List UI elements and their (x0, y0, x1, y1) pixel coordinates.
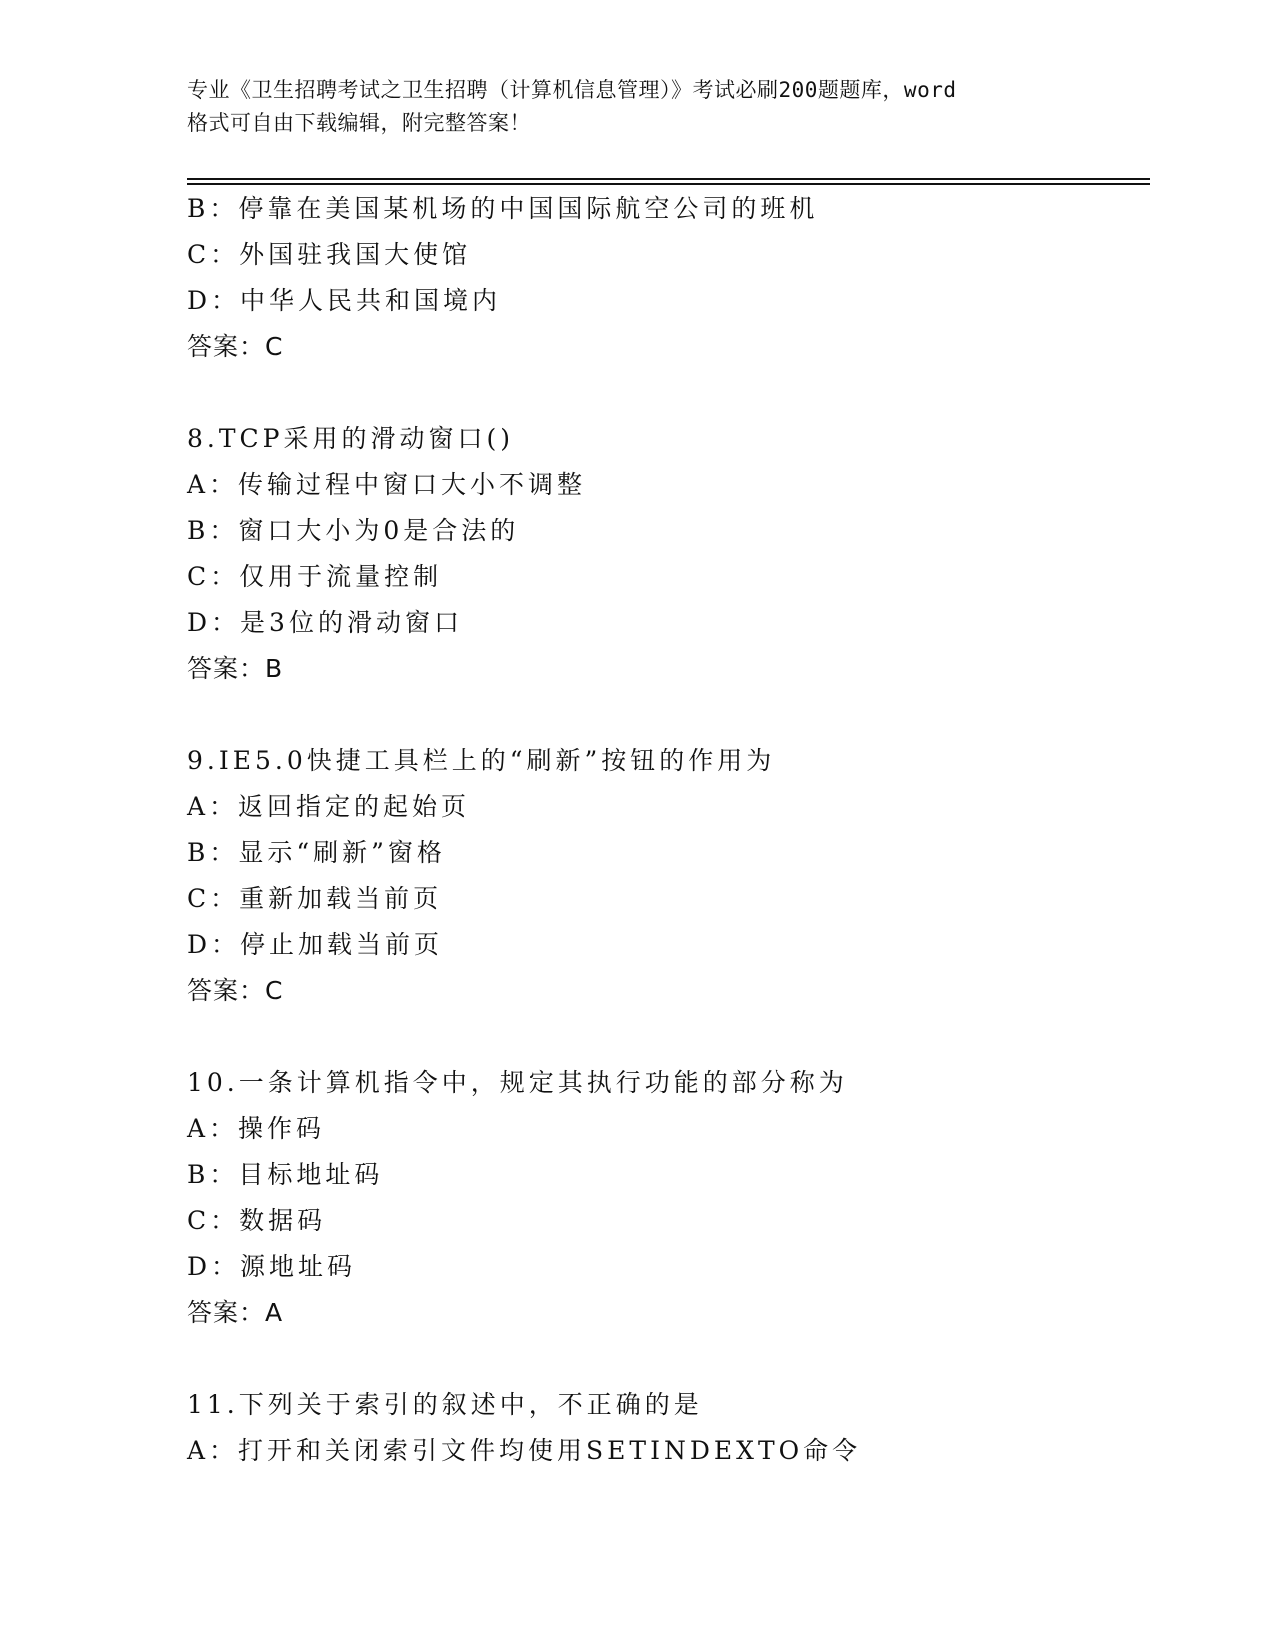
answer-line: 答案：C (187, 332, 284, 361)
option-d: D：中华人民共和国境内 (187, 286, 502, 315)
header-title-line-2: 格式可自由下载编辑，附完整答案！ (187, 111, 531, 135)
question-stem: 8.TCP采用的滑动窗口() (187, 424, 514, 453)
header-divider-bottom (187, 183, 1150, 185)
option-d: D：是3位的滑动窗口 (187, 608, 463, 637)
option-b: B：停靠在美国某机场的中国国际航空公司的班机 (187, 194, 819, 223)
answer-line: 答案：C (187, 976, 284, 1005)
option-c: C：重新加载当前页 (187, 884, 443, 913)
question-stem: 10.一条计算机指令中，规定其执行功能的部分称为 (187, 1068, 848, 1097)
answer-line: 答案：B (187, 654, 284, 683)
question-stem: 11.下列关于索引的叙述中，不正确的是 (187, 1390, 703, 1419)
option-a: A：返回指定的起始页 (187, 792, 471, 821)
option-c: C：数据码 (187, 1206, 327, 1235)
option-b: B：目标地址码 (187, 1160, 384, 1189)
question-list (187, 186, 1147, 1474)
option-d: D：停止加载当前页 (187, 930, 444, 959)
option-d: D：源地址码 (187, 1252, 357, 1281)
option-c: C：外国驻我国大使馆 (187, 240, 472, 269)
spacer (187, 692, 1147, 738)
document-header (187, 74, 1087, 140)
question-stem: 9.IE5.0快捷工具栏上的“刷新”按钮的作用为 (187, 746, 776, 775)
option-a: A：传输过程中窗口大小不调整 (187, 470, 587, 499)
option-b: B：窗口大小为0是合法的 (187, 516, 520, 545)
answer-line: 答案：A (187, 1298, 284, 1327)
spacer (187, 1336, 1147, 1382)
spacer (187, 1014, 1147, 1060)
question-block-11 (187, 1382, 1147, 1474)
header-title-line-1: 专业《卫生招聘考试之卫生招聘（计算机信息管理）》考试必刷200题题库，word (187, 78, 957, 102)
option-b: B：显示“刷新”窗格 (187, 838, 446, 867)
question-block-10 (187, 1060, 1147, 1336)
question-block-8 (187, 416, 1147, 692)
option-a: A：打开和关闭索引文件均使用SETINDEXTO命令 (187, 1436, 862, 1465)
header-divider-top (187, 178, 1150, 180)
option-c: C：仅用于流量控制 (187, 562, 443, 591)
question-block-9 (187, 738, 1147, 1014)
spacer (187, 370, 1147, 416)
option-a: A：操作码 (187, 1114, 326, 1143)
question-block-7 (187, 186, 1147, 370)
